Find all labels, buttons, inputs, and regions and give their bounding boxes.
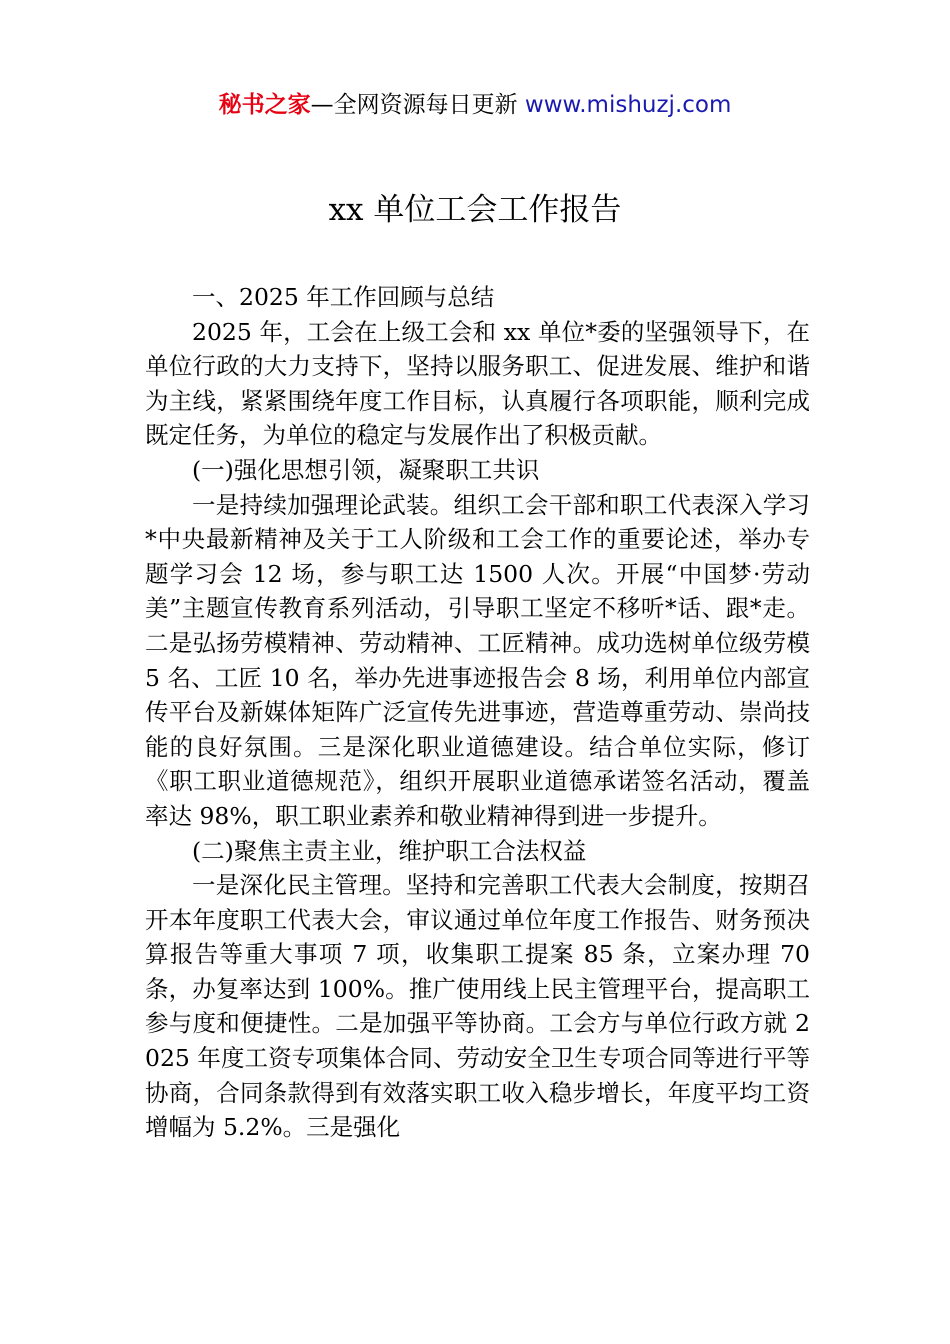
body-paragraph: 一是持续加强理论武装。组织工会干部和职工代表深入学习*中央最新精神及关于工人阶级和工会工作的重要论述，举办专题学习会 12 场，参与职工达 1500 人次。开展“中国梦·劳动美”主题宣传教育系列活动，引导职工坚定不移听*话、跟*走。二是弘扬劳模精神、劳动精神、工匠精神。成功选树单位级劳模 5 名、工匠 10 名，举办先进事迹报告会 8 场，利用单位内部宣传平台及新媒体矩阵广泛宣传先进事迹，营造尊重劳动、崇尚技能的良好氛围。三是深化职业道德建设。结合单位实际，修订《职工职业道德规范》，组织开展职业道德承诺签名活动，覆盖率达 98%，职工职业素养和敬业精神得到进一步提升。 bbox=[145, 490, 810, 830]
body-paragraph: 一是深化民主管理。坚持和完善职工代表大会制度，按期召开本年度职工代表大会，审议通过单位年度工作报告、财务预决算报告等重大事项 7 项，收集职工提案 85 条，立案办理 70 条，办复率达到 100%。推广使用线上民主管理平台，提高职工参与度和便捷性。二是加强平等协商。工会方与单位行政方就 2025 年度工资专项集体合同、劳动安全卫生专项合同等进行平等协商，合同条款得到有效落实职工收入稳步增长，年度平均工资增幅为 5.2%。三是强化 bbox=[145, 871, 810, 1142]
subsection-heading-2: (二)聚焦主责主业，维护职工合法权益 bbox=[192, 836, 587, 865]
intro-paragraph: 2025 年，工会在上级工会和 xx 单位*委的坚强领导下，在单位行政的大力支持下，坚持以服务职工、促进发展、维护和谐为主线，紧紧围绕年度工作目标，认真履行各项职能，顺利完成既定任务，为单位的稳定与发展作出了积极贡献。 bbox=[145, 317, 810, 450]
site-brand: 秘书之家 bbox=[218, 92, 311, 118]
section-heading-1: 一、2025 年工作回顾与总结 bbox=[192, 283, 495, 311]
document-title: xx 单位工会工作报告 bbox=[328, 192, 622, 228]
site-url-link[interactable]: www.mishuzj.com bbox=[524, 92, 732, 118]
subsection-heading-1: (一)强化思想引领，凝聚职工共识 bbox=[192, 455, 540, 484]
site-header bbox=[0, 88, 950, 122]
document-body bbox=[145, 280, 810, 1145]
site-tagline: —全网资源每日更新 bbox=[310, 92, 518, 118]
